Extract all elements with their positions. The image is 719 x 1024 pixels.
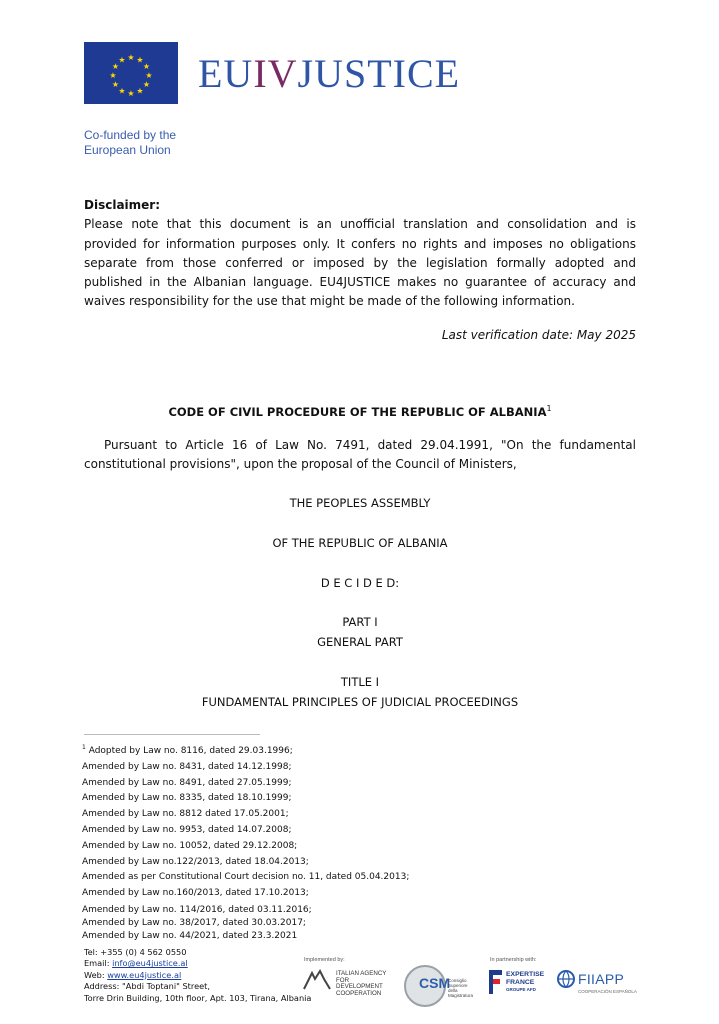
footnote-marker: 1 xyxy=(82,744,86,751)
fiiapp-subtitle: COOPERACIÓN ESPAÑOLA xyxy=(578,989,637,994)
footnote-line: Amended by Law no.160/2013, dated 17.10.2013; xyxy=(82,888,309,899)
footnote-line: Amended by Law no. 8431, dated 14.12.1998; xyxy=(82,761,292,772)
expertise-line: EXPERTISE xyxy=(506,971,545,978)
brand-eu: EU xyxy=(198,51,254,96)
expertise-line: FRANCE xyxy=(506,978,535,986)
csm-acronym: CSM xyxy=(419,975,451,991)
contact-address-1: Address: "Abdi Toptani" Street, xyxy=(84,981,210,992)
contact-web-line xyxy=(84,970,311,981)
title-name: FUNDAMENTAL PRINCIPLES OF JUDICIAL PROCEEDINGS xyxy=(201,695,519,709)
web-link[interactable]: www.eu4justice.al xyxy=(107,969,182,980)
title-heading: TITLE I xyxy=(340,675,380,689)
part-heading: PART I xyxy=(342,615,378,629)
cofunded-label xyxy=(84,128,176,158)
footnote-line: Amended by Law no. 8335, dated 18.10.1999; xyxy=(82,793,292,804)
footnote-line: Amended by Law no. 114/2016, dated 03.11.2016; xyxy=(82,904,312,915)
partner-logos xyxy=(300,955,640,1015)
svg-text:★: ★ xyxy=(111,80,120,89)
svg-text:★: ★ xyxy=(109,71,117,80)
disclaimer-block xyxy=(84,196,636,312)
expertise-france-mark-icon xyxy=(488,969,504,995)
assembly-line-1: THE PEOPLES ASSEMBLY xyxy=(289,496,431,510)
footnote-line: Amended by Law no. 8491, dated 27.05.1999; xyxy=(82,777,292,788)
svg-text:★: ★ xyxy=(142,80,151,89)
brand-iv: IV xyxy=(253,51,298,96)
part-name: GENERAL PART xyxy=(317,635,403,649)
aics-line: FOR DEVELOPMENT xyxy=(336,976,383,990)
email-link[interactable]: info@eu4justice.al xyxy=(112,958,188,969)
fiiapp-wordmark: FIIAPP xyxy=(578,971,625,987)
contact-block xyxy=(84,947,311,1004)
svg-text:★: ★ xyxy=(127,89,135,98)
aics-mark-icon xyxy=(302,967,332,995)
aics-logo xyxy=(302,967,392,995)
footnote-line: Amended by Law no. 44/2021, dated 23.3.2021 xyxy=(82,930,298,941)
contact-email-line xyxy=(84,958,311,969)
svg-text:★: ★ xyxy=(118,86,126,96)
web-label: Web: xyxy=(84,969,105,980)
eu4justice-brand xyxy=(198,50,460,97)
svg-text:★: ★ xyxy=(142,62,151,71)
expertise-france-logo xyxy=(488,969,548,999)
implemented-by-label: Implemented by: xyxy=(304,957,345,963)
csm-logo xyxy=(404,965,474,1005)
svg-text:★: ★ xyxy=(136,55,144,65)
footnote-text: Adopted by Law no. 8116, dated 29.03.1996; xyxy=(88,746,293,756)
footnote-line: Amended as per Constitutional Court decision no. 11, dated 05.04.2013; xyxy=(82,872,410,883)
decided-heading: D E C I D E D: xyxy=(320,576,400,590)
verification-date: Last verification date: May 2025 xyxy=(441,328,636,342)
eu-flag-logo xyxy=(84,42,178,104)
page-header xyxy=(84,42,644,112)
fiiapp-logo xyxy=(556,969,640,999)
csm-sub-line: della Magistratura xyxy=(448,988,474,998)
cofunded-line-2: European Union xyxy=(84,143,171,157)
svg-text:★: ★ xyxy=(136,86,144,96)
email-label: Email: xyxy=(84,958,110,969)
contact-address-2: Torre Drin Building, 10th floor, Apt. 103, Tirana, Albania xyxy=(84,992,312,1003)
footnote-line: Amended by Law no. 38/2017, dated 30.03.2017; xyxy=(82,917,306,928)
svg-text:★: ★ xyxy=(118,55,126,65)
aics-line: COOPERATION xyxy=(336,989,382,997)
assembly-line-2: OF THE REPUBLIC OF ALBANIA xyxy=(272,536,448,550)
footnote-line: Amended by Law no. 9953, dated 14.07.2008; xyxy=(82,824,292,835)
csm-sub-line: Consiglio xyxy=(448,978,467,983)
footnotes xyxy=(82,740,409,943)
svg-text:★: ★ xyxy=(111,62,120,71)
disclaimer-text: Please note that this document is an unofficial translation and consolidation and is provided for information purposes only. It confers no rights and imposes no obligations separate from those conferred or imposed by the legislation formally adopted and published in the Albanian language. EU4JUSTICE makes no guarantee of accuracy and waives responsibility for the use that might be made of the following information. xyxy=(84,217,636,309)
footnote-line: Amended by Law no. 10052, dated 29.12.2008; xyxy=(82,840,298,851)
document-title xyxy=(84,404,636,419)
footnote-line: Amended by Law no.122/2013, dated 18.04.2013; xyxy=(82,856,309,867)
title-footnote-marker[interactable]: 1 xyxy=(546,404,552,413)
svg-text:★: ★ xyxy=(127,53,135,62)
preamble-paragraph: Pursuant to Article 16 of Law No. 7491, dated 29.04.1991, "On the fundamental constitutional provisions", upon the proposal of the Council of Ministers, xyxy=(84,438,636,471)
footnote-divider xyxy=(84,734,260,735)
svg-text:★: ★ xyxy=(145,71,153,80)
expertise-line: GROUPE AFD xyxy=(506,987,536,992)
footnote-line: Amended by Law no. 8812 dated 17.05.2001; xyxy=(82,809,289,820)
partnership-label: In partnership with: xyxy=(490,957,537,963)
brand-justice: JUSTICE xyxy=(297,51,461,96)
document-title-text: CODE OF CIVIL PROCEDURE OF THE REPUBLIC OF ALBANIA xyxy=(168,404,547,419)
aics-line: ITALIAN AGENCY xyxy=(336,970,387,977)
cofunded-line-1: Co-funded by the xyxy=(84,128,177,142)
disclaimer-heading: Disclaimer: xyxy=(84,198,161,212)
csm-sub-line: Superiore xyxy=(448,983,468,988)
contact-tel: Tel: +355 (0) 4 562 0550 xyxy=(84,947,187,957)
fiiapp-globe-icon xyxy=(556,969,576,989)
footnote-line xyxy=(82,740,409,760)
